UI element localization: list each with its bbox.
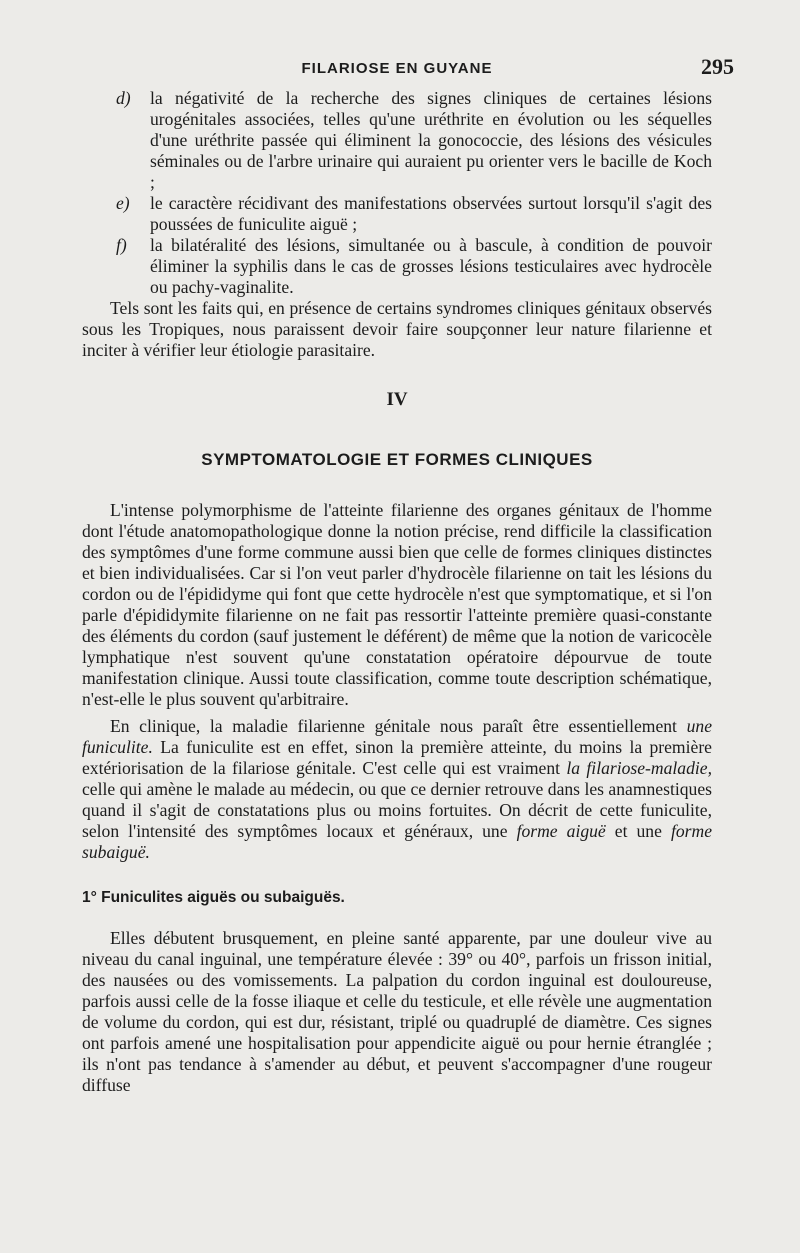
list-item-text: la bilatéralité des lésions, simultanée ou à bascule, à condition de pouvoir éliminer la syphilis dans le cas de grosses lésions testiculaires avec hydrocèle ou pachy-vaginalite. <box>150 235 712 297</box>
list-marker: f) <box>116 235 127 255</box>
text-run: La funiculite est en effet, sinon la première atteinte, du moins la première extériorisation de la filariose génitale. C'est celle qui est vraiment <box>82 737 712 778</box>
text-run: En clinique, la maladie filarienne génitale nous paraît être essentiellement <box>110 716 687 736</box>
running-title: FILARIOSE EN GUYANE <box>301 60 493 77</box>
list-item-text: la négativité de la recherche des signes cliniques de certaines lésions urogénitales associées, telles qu'une uréthrite en évolution ou les séquelles d'une uréthrite passée qui éliminent la gonococcie, des lésions des vésicules séminales ou de l'arbre urinaire qui auraient pu orienter vers le bacille de Koch ; <box>150 88 712 192</box>
list-marker: e) <box>116 193 130 213</box>
text-run: celle qui amène le malade au médecin, ou que ce dernier retrouve dans les anamnestiques quand il s'agit de constatations plus ou moins fortuites. On décrit de cette funiculite, selon l'intensité des symptômes locaux et généraux, une <box>82 779 712 841</box>
italic-run: forme aiguë <box>516 821 606 841</box>
list-item-d <box>82 88 712 193</box>
list-item-f <box>82 235 712 298</box>
list-item-text: le caractère récidivant des manifestations observées surtout lorsqu'il s'agit des poussées de funiculite aiguë ; <box>150 193 712 234</box>
page-header <box>82 52 734 88</box>
list-marker: d) <box>116 88 131 108</box>
page-number: 295 <box>701 54 734 79</box>
section-number: IV <box>386 389 408 410</box>
paragraph-conclusion: Tels sont les faits qui, en présence de certains syndromes cliniques génitaux observés sous les Tropiques, nous paraissent devoir faire soupçonner leur nature filarienne et inciter à vérifier leur étiologie parasitaire. <box>82 298 712 360</box>
paragraph-symptoms: Elles débutent brusquement, en pleine santé apparente, par une douleur vive au niveau du canal inguinal, une température élevée : 39° ou 40°, parfois un frisson initial, des nausées ou des vomissements. La palpation du cordon inguinal est douloureuse, parfois aussi celle de la fosse iliaque et celle du testicule, et elle révèle une augmentation de volume du cordon, qui est dur, résistant, triplé ou quadruplé de diamètre. Ces signes ont parfois amené une hospitalisation pour appendicite aiguë ou pour hernie étranglée ; ils n'ont pas tendance à s'amender au début, et peuvent s'accompagner d'une rougeur diffuse <box>82 928 712 1095</box>
list-item-e <box>82 193 712 235</box>
paragraph-clinic <box>82 716 712 863</box>
italic-run: la filariose-maladie, <box>566 758 712 778</box>
paragraph-intro: L'intense polymorphisme de l'atteinte filarienne des organes génitaux de l'homme dont l'étude anatomopathologique donne la notion précise, rend difficile la classification des symptômes d'une forme commune aussi bien que celle de formes cliniques distinctes et bien individualisées. Car si l'on veut parler d'hydrocèle filarienne on tait les lésions du cordon ou de l'épididyme qui font que cette hydrocèle n'est que symptomatique, et si l'on parle d'épididymite filarienne on ne fait pas ressortir l'atteinte première quasi-constante des éléments du cordon (sauf justement le déférent) de même que la notion de varicocèle lymphatique n'est souvent qu'une constatation opératoire dépourvue de toute manifestation clinique. Aussi toute classification, comme toute description schématique, n'est-elle le plus souvent qu'arbitraire. <box>82 500 712 709</box>
italic-run: forme subaiguë. <box>82 821 712 862</box>
section-title: SYMPTOMATOLOGIE ET FORMES CLINIQUES <box>201 450 593 469</box>
sub-heading: 1° Funiculites aiguës ou subaiguës. <box>82 889 345 906</box>
italic-run: une funiculite. <box>82 716 712 757</box>
text-run: et une <box>605 821 671 841</box>
